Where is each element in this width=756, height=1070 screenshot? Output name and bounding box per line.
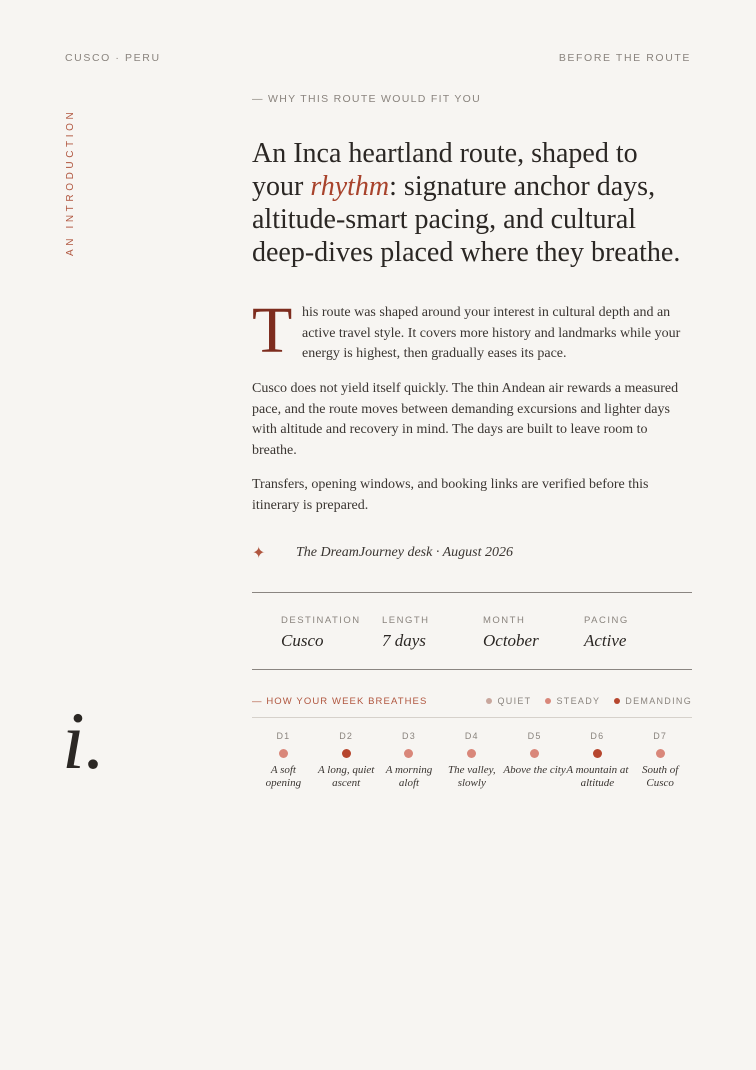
day-caption: A morning aloft bbox=[385, 764, 433, 789]
star-icon: ✦ bbox=[252, 545, 266, 562]
fact-pacing bbox=[584, 593, 685, 669]
day-label: D4 bbox=[464, 731, 479, 741]
day-item bbox=[629, 731, 692, 789]
fact-value: 7 days bbox=[382, 631, 426, 650]
legend-label: DEMANDING bbox=[625, 696, 692, 706]
fact-length bbox=[382, 593, 483, 669]
intensity-dot-icon bbox=[530, 749, 539, 758]
divider bbox=[252, 717, 692, 718]
day-caption: A mountain at altitude bbox=[566, 764, 629, 789]
fact-value: Active bbox=[584, 631, 627, 650]
chapter-mark: i. bbox=[62, 695, 106, 786]
day-item bbox=[252, 731, 315, 789]
rhythm-title: — HOW YOUR WEEK BREATHES bbox=[252, 695, 428, 707]
intensity-dot-icon bbox=[593, 749, 602, 758]
fact-label: DESTINATION bbox=[281, 615, 361, 626]
body-paragraph: Transfers, opening windows, and booking links are verified before this itinerary is prepared. bbox=[252, 477, 649, 513]
day-label: D6 bbox=[590, 731, 605, 741]
fact-destination bbox=[281, 593, 382, 669]
headline bbox=[252, 137, 692, 269]
legend-dot-icon bbox=[614, 698, 620, 704]
day-item bbox=[503, 731, 566, 789]
location-label: CUSCO · PERU bbox=[65, 52, 161, 64]
intro-paragraph bbox=[252, 294, 692, 367]
section-label: BEFORE THE ROUTE bbox=[558, 52, 691, 64]
fact-value: October bbox=[483, 631, 539, 650]
legend-label: QUIET bbox=[497, 696, 532, 706]
legend-dot-icon bbox=[545, 698, 551, 704]
fact-label: LENGTH bbox=[382, 615, 430, 626]
legend-dot-icon bbox=[486, 698, 492, 704]
day-rhythm-row bbox=[252, 731, 692, 789]
signature-text: The DreamJourney desk · August 2026 bbox=[296, 545, 513, 560]
fact-month bbox=[483, 593, 584, 669]
body-paragraph: Cusco does not yield itself quickly. The thin Andean air rewards a measured pace, and the route moves between demanding excursions and lighter days with altitude and recovery in mind. The days are built to leave room to breathe. bbox=[252, 381, 679, 458]
day-label: D5 bbox=[527, 731, 542, 741]
legend-label: STEADY bbox=[556, 696, 601, 706]
side-label: AN INTRODUCTION bbox=[65, 108, 76, 256]
day-label: D1 bbox=[276, 731, 291, 741]
day-label: D2 bbox=[339, 731, 354, 741]
day-caption: The valley, slowly bbox=[447, 764, 496, 789]
fact-label: MONTH bbox=[483, 615, 526, 626]
headline-end: : signature anchor days, altitude-smart pacing, and cultural deep-dives placed where they breathe. bbox=[252, 171, 681, 268]
main-column bbox=[252, 93, 692, 789]
day-caption: Above the city bbox=[503, 764, 566, 776]
fact-label: PACING bbox=[584, 615, 629, 626]
intensity-dot-icon bbox=[404, 749, 413, 758]
fact-value: Cusco bbox=[281, 631, 324, 650]
intensity-dot-icon bbox=[279, 749, 288, 758]
day-caption: A soft opening bbox=[265, 764, 302, 789]
rhythm-legend bbox=[486, 696, 692, 706]
rhythm-header bbox=[252, 694, 692, 708]
day-item bbox=[378, 731, 441, 789]
day-label: D7 bbox=[653, 731, 668, 741]
legend-quiet bbox=[486, 696, 531, 706]
legend-steady bbox=[545, 696, 600, 706]
intensity-dot-icon bbox=[656, 749, 665, 758]
day-label: D3 bbox=[402, 731, 416, 741]
intensity-dot-icon bbox=[467, 749, 476, 758]
dropcap: T bbox=[252, 294, 293, 367]
eyebrow: — WHY THIS ROUTE WOULD FIT YOU bbox=[252, 93, 481, 105]
signature bbox=[252, 542, 692, 564]
headline-emphasis: rhythm bbox=[310, 171, 390, 202]
headline-start: An Inca heartland route, shaped to your bbox=[252, 138, 638, 202]
intro-text: his route was shaped around your interest in cultural depth and an active travel style. It covers more history and landmarks while your energy is highest, then gradually eases its pace. bbox=[302, 305, 681, 361]
day-caption: South of Cusco bbox=[641, 764, 679, 789]
facts-strip bbox=[252, 592, 692, 670]
day-item bbox=[566, 731, 629, 789]
day-caption: A long, quiet ascent bbox=[318, 764, 375, 789]
day-item bbox=[440, 731, 503, 789]
legend-demanding bbox=[614, 696, 692, 706]
intensity-dot-icon bbox=[342, 749, 351, 758]
day-item bbox=[315, 731, 378, 789]
